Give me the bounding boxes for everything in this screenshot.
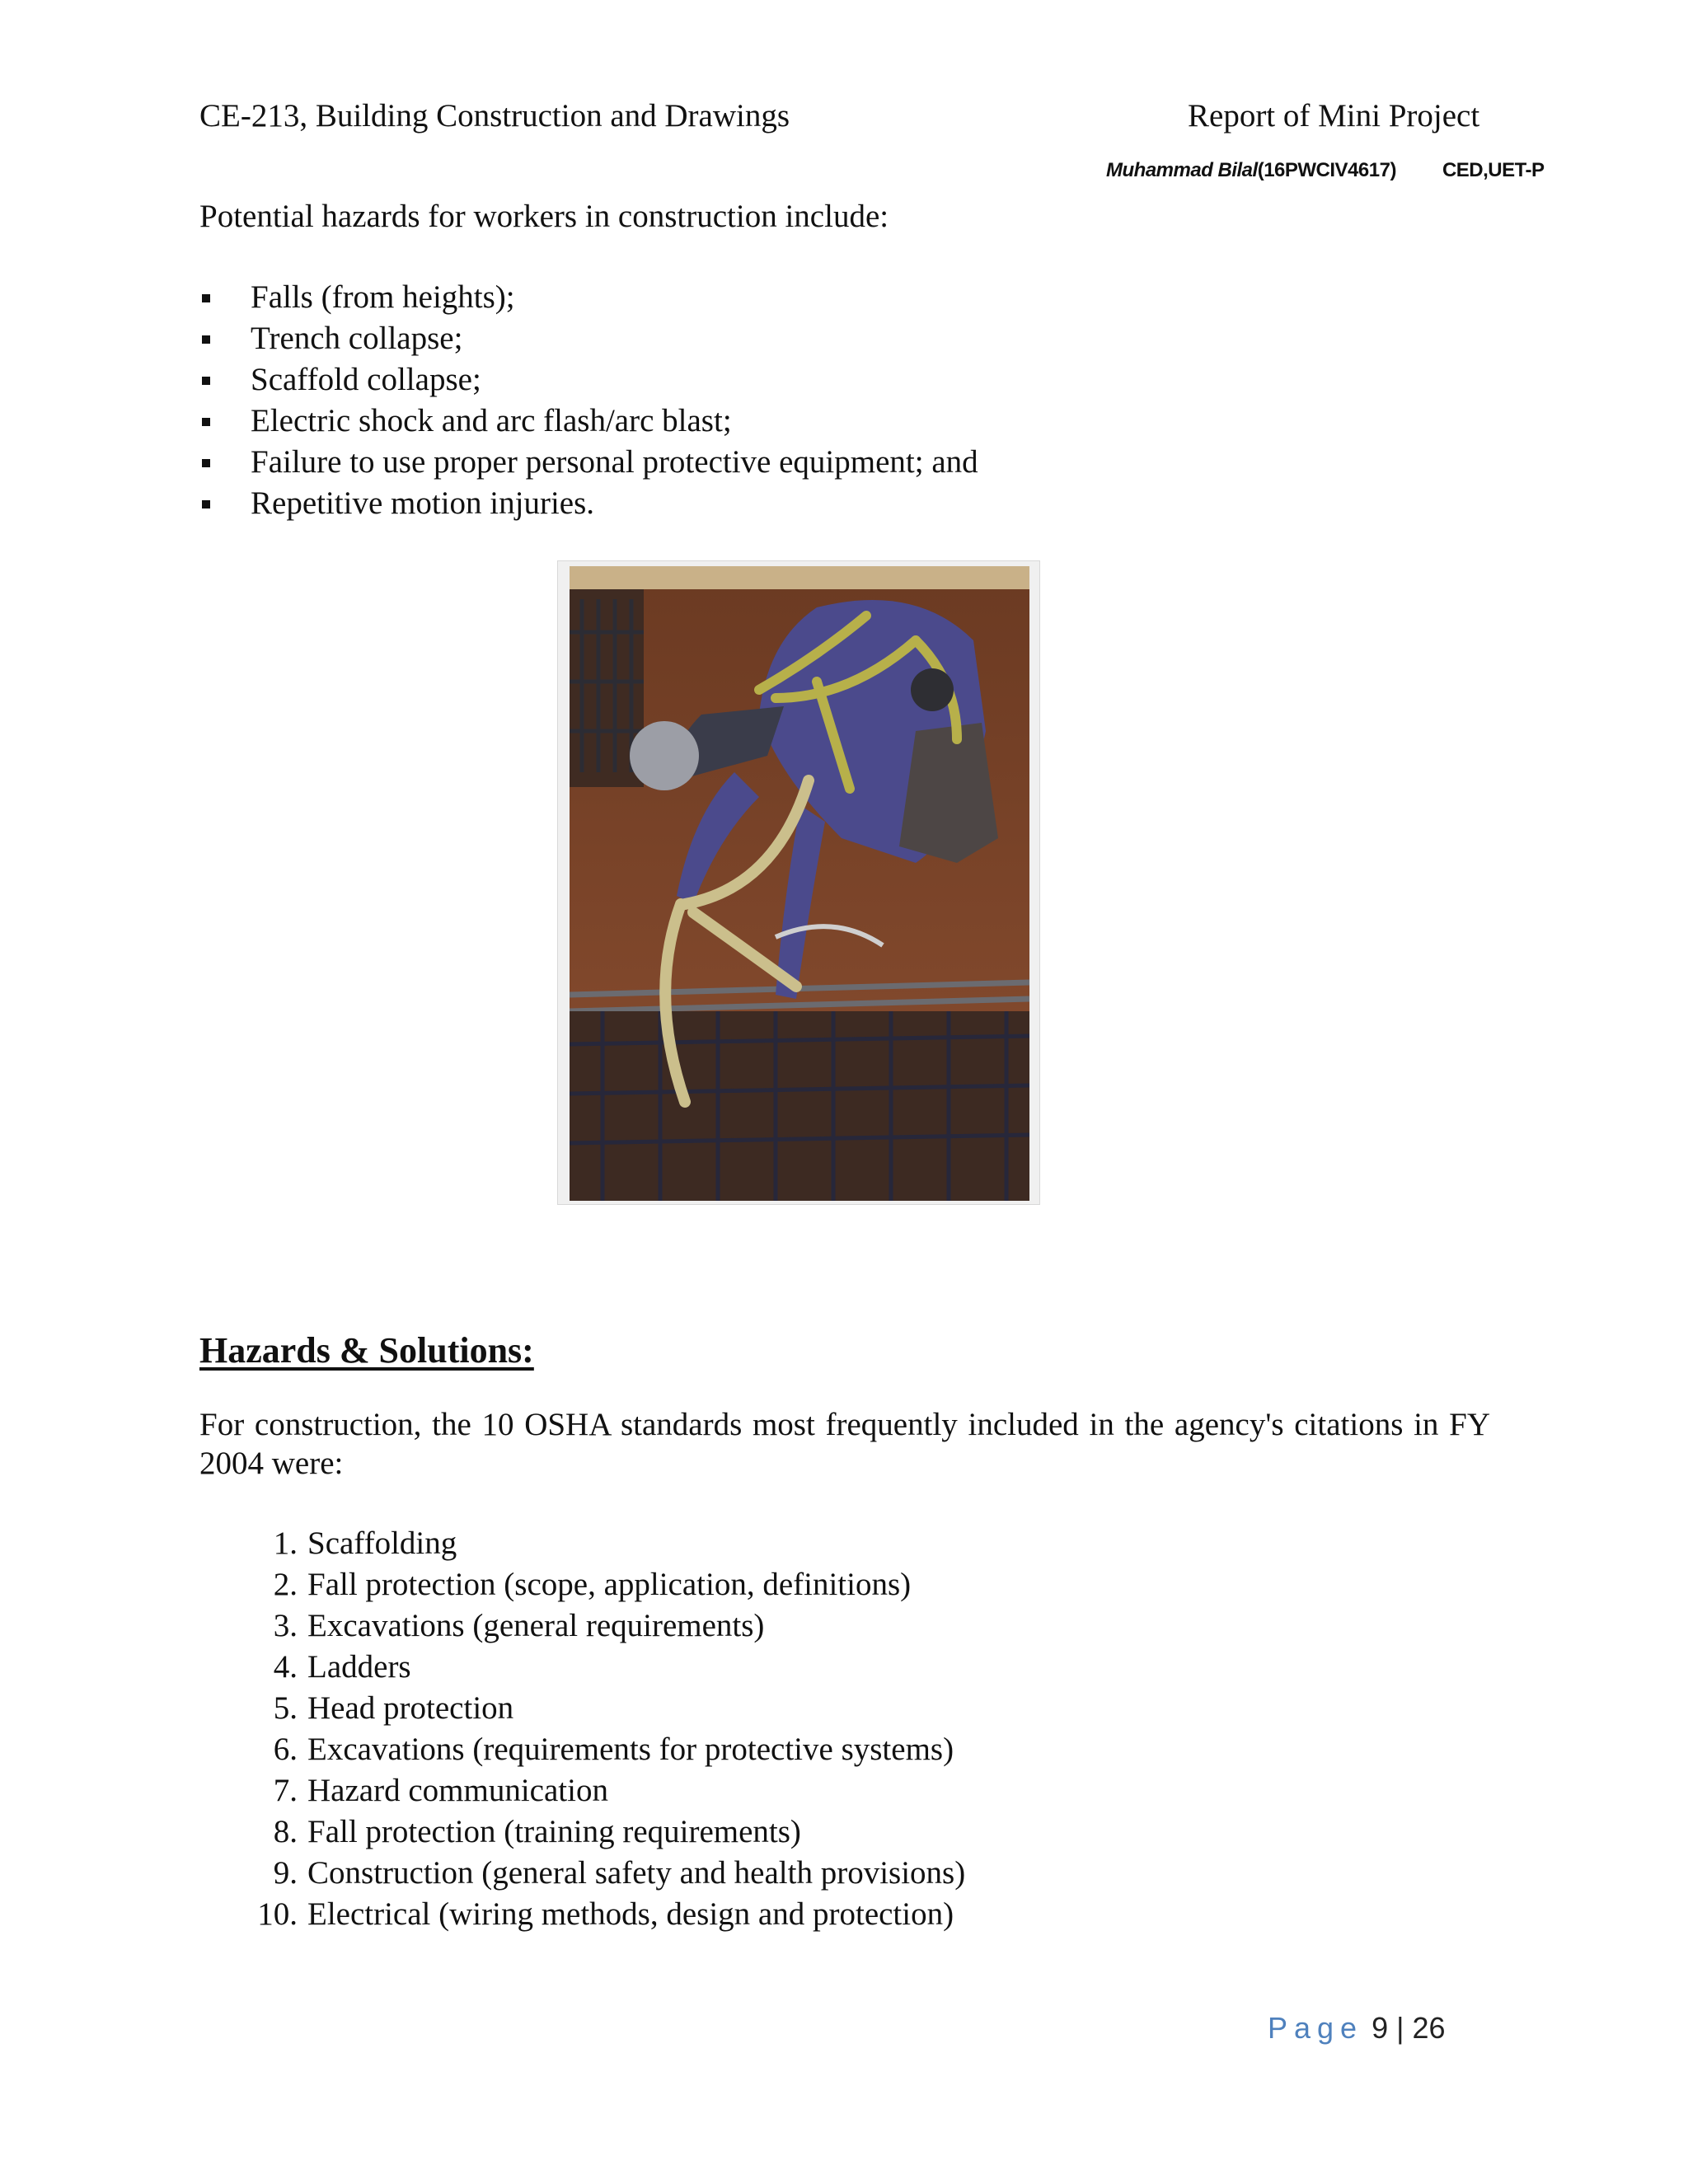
header-course-title: CE-213, Building Construction and Drawings	[199, 98, 790, 134]
list-text: Hazard communication	[307, 1773, 608, 1808]
list-text: Electrical (wiring methods, design and protection)	[307, 1896, 954, 1932]
list-item: Trench collapse;	[199, 318, 978, 359]
list-item: Repetitive motion injuries.	[199, 483, 978, 524]
list-item	[251, 1894, 965, 1935]
list-item	[251, 1811, 965, 1853]
list-item	[251, 1647, 965, 1688]
list-item: Falls (from heights);	[199, 277, 978, 318]
section-paragraph: For construction, the 10 OSHA standards most frequently included in the agency's citations in FY 2004 were:	[199, 1407, 1490, 1481]
list-text: Fall protection (training requirements)	[307, 1814, 801, 1849]
list-number: 4.	[273, 1649, 298, 1685]
list-number: 3.	[273, 1608, 298, 1643]
author-line	[1106, 159, 1544, 182]
page-label: Page	[1268, 2011, 1364, 2045]
section-heading: Hazards & Solutions:	[199, 1330, 534, 1371]
page-footer	[1268, 2011, 1446, 2046]
hazards-intro: Potential hazards for workers in construction include:	[199, 199, 889, 234]
list-number: 6.	[273, 1732, 298, 1767]
bullet-square-icon	[202, 500, 210, 509]
author-name: Muhammad Bilal	[1106, 159, 1258, 181]
bullet-square-icon	[202, 459, 210, 467]
list-number: 7.	[273, 1773, 298, 1808]
osha-standards-list	[251, 1523, 965, 1935]
list-number: 8.	[273, 1814, 298, 1849]
page-number: 9	[1372, 2011, 1389, 2045]
list-number: 10.	[257, 1896, 298, 1932]
list-item	[251, 1688, 965, 1729]
list-number: 2.	[273, 1567, 298, 1602]
author-id: (16PWCIV4617)	[1257, 159, 1396, 181]
header-report-title: Report of Mini Project	[1188, 98, 1480, 134]
list-number: 5.	[273, 1690, 298, 1726]
bullet-square-icon	[202, 377, 210, 385]
bullet-square-icon	[202, 418, 210, 426]
page-total: 26	[1412, 2011, 1446, 2045]
bullet-square-icon	[202, 294, 210, 302]
list-item	[251, 1853, 965, 1894]
list-number: 9.	[273, 1855, 298, 1891]
list-text: Fall protection (scope, application, definitions)	[307, 1567, 912, 1602]
list-item: Failure to use proper personal protective equipment; and	[199, 442, 978, 483]
worker-illustration	[570, 566, 1029, 1201]
list-text: Head protection	[307, 1690, 514, 1726]
list-text: Excavations (general requirements)	[307, 1608, 765, 1643]
list-item: Scaffold collapse;	[199, 359, 978, 401]
list-item	[251, 1729, 965, 1770]
list-text: Scaffolding	[307, 1526, 457, 1561]
list-item	[251, 1605, 965, 1647]
list-item: Electric shock and arc flash/arc blast;	[199, 401, 978, 442]
list-item	[251, 1770, 965, 1811]
list-text: Construction (general safety and health provisions)	[307, 1855, 966, 1891]
worker-harness-photo	[557, 560, 1040, 1205]
list-item	[251, 1564, 965, 1605]
bullet-square-icon	[202, 335, 210, 344]
list-text: Excavations (requirements for protective systems)	[307, 1732, 954, 1767]
author-department: CED,UET-P	[1442, 159, 1545, 181]
hazards-list	[199, 277, 978, 524]
list-number: 1.	[273, 1526, 298, 1561]
list-item	[251, 1523, 965, 1564]
list-text: Ladders	[307, 1649, 411, 1685]
page-separator: |	[1396, 2011, 1404, 2045]
